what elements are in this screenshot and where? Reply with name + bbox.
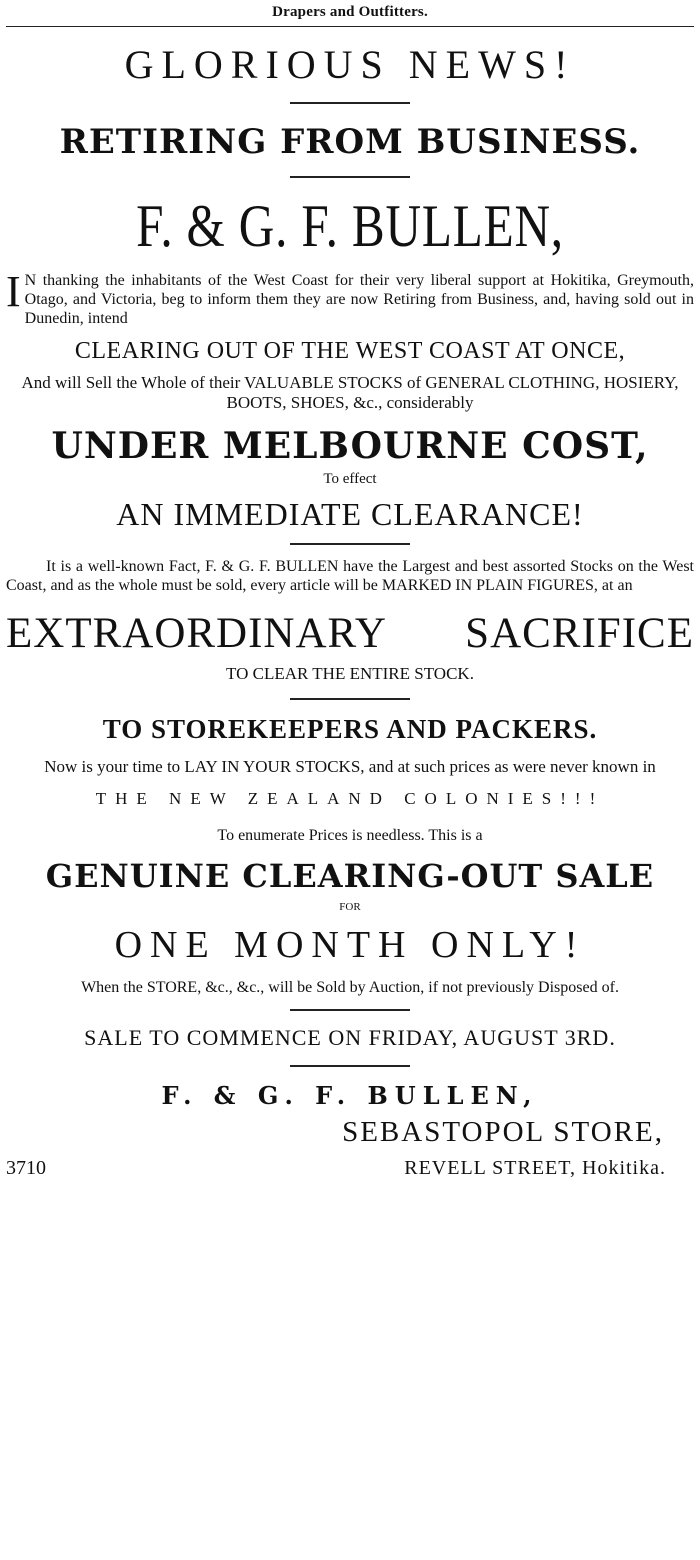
store-address: REVELL STREET, Hokitika.	[404, 1157, 666, 1179]
divider-rule	[290, 1065, 410, 1067]
under-cost-heading: UNDER MELBOURNE COST,	[51, 425, 649, 467]
firm-name-large: F. & G. F. BULLEN,	[136, 193, 564, 259]
to-effect-text: To effect	[323, 471, 377, 487]
headline: GLORIOUS NEWS!	[124, 42, 576, 87]
divider-rule	[290, 176, 410, 178]
sale-start-heading: SALE TO COMMENCE ON FRIDAY, AUGUST 3RD.	[84, 1025, 616, 1050]
clearing-out-line: CLEARING OUT OF THE WEST COAST AT ONCE,	[74, 338, 626, 364]
divider-rule	[290, 102, 410, 104]
clear-stock-text: TO CLEAR THE ENTIRE STOCK.	[226, 664, 474, 683]
footer-row	[6, 1157, 694, 1180]
one-month-heading: ONE MONTH ONLY!	[114, 924, 586, 966]
section-header: Drapers and Outfitters.	[272, 4, 428, 20]
immediate-clearance-heading: AN IMMEDIATE CLEARANCE!	[116, 496, 584, 532]
top-rule	[6, 26, 694, 27]
genuine-sale-heading: GENUINE CLEARING-OUT SALE	[45, 857, 655, 895]
divider-rule	[290, 543, 410, 545]
signature-firm-name: F. & G. F. BULLEN,	[161, 1081, 539, 1110]
auction-paragraph: When the STORE, &c., &c., will be Sold by Auction, if not previously Disposed of.	[81, 979, 619, 996]
fact-paragraph: It is a well-known Fact, F. & G. F. BULLEN have the Largest and best assorted Stocks on the West Coast, and as the whole must be sold, every article will be MARKED IN PLAIN FIGURES, at an	[6, 558, 694, 594]
subheadline: RETIRING FROM BUSINESS.	[59, 122, 641, 162]
drop-cap: I	[6, 267, 21, 316]
divider-rule	[290, 698, 410, 700]
for-text: FOR	[339, 901, 361, 913]
divider-rule	[290, 1009, 410, 1011]
intro-text: N thanking the inhabitants of the West Coast for their very liberal support at Hokitika, Greymouth, Otago, and Victoria, beg to inform them they are now Retiring from Business, and, having sold out in Dunedin, intend	[24, 272, 694, 327]
store-name: SEBASTOPOL STORE,	[342, 1116, 664, 1148]
ad-number: 3710	[6, 1157, 46, 1179]
storekeepers-heading: TO STOREKEEPERS AND PACKERS.	[102, 714, 598, 744]
intro-paragraph	[6, 267, 694, 328]
enumerate-text: To enumerate Prices is needless. This is a	[217, 827, 483, 844]
colonies-heading: THE NEW ZEALAND COLONIES!!!	[95, 789, 605, 808]
sell-paragraph: And will Sell the Whole of their VALUABLE STOCKS of GENERAL CLOTHING, HOSIERY, BOOTS, SHOES, &c., considerably	[21, 373, 679, 412]
sacrifice-heading: EXTRAORDINARY SACRIFICE	[6, 610, 694, 657]
lay-in-paragraph: Now is your time to LAY IN YOUR STOCKS, and at such prices as were never known in	[44, 757, 656, 776]
